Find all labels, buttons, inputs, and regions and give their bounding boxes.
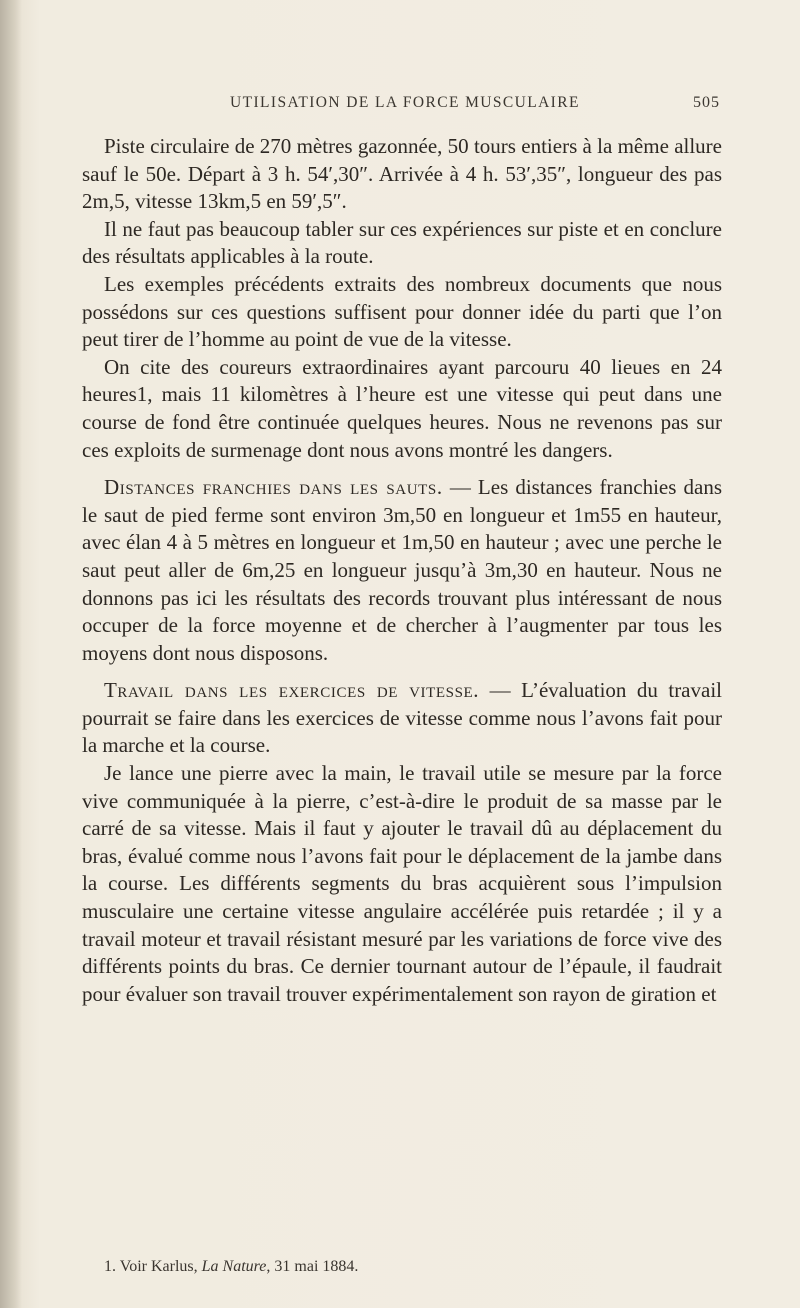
running-title: UTILISATION DE LA FORCE MUSCULAIRE [230,94,580,111]
footnote [104,1258,724,1276]
footnote-text: Voir Karlus, [116,1258,202,1275]
body-text [82,133,722,1008]
paragraph-text: — L’évaluation du travail pourrait se faire dans les exercices de vitesse comme nous l’avons fait pour la marche et la course. [82,678,722,758]
paragraph [82,677,722,760]
paragraph-text: Les exemples précédents extraits des nombreux documents que nous possédons sur ces questions suffisent pour donner idée du parti que l’on peut tirer de l’homme au point de vue de la vitesse. [82,271,722,352]
paragraph-text: Piste circulaire de 270 mètres gazonnée, 50 tours entiers à la même allure sauf le 50e. Départ à 3 h. 54′,30″. Arrivée à 4 h. 53′,35″, longueur des pas 2m,5, vitesse 13km,5 en 59′,5″. [82,134,722,214]
paragraph [82,354,722,464]
paragraph-text: On cite des coureurs extraordinaires ayant parcouru 40 lieues en 24 heures1, mais 11 kilomètres à l’heure est une vitesse qui peut dans une course de fond être continuée quelques heures. Nous ne revenons pas sur ces exploits de surmenage dont nous avons montré les dangers. [82,354,722,462]
footnote-journal: La Nature [201,1258,267,1275]
paragraph [82,133,722,216]
footnote-number: 1. [104,1258,116,1275]
paragraph [82,216,722,271]
section-heading: Travail dans les exercices de vitesse. [104,678,480,703]
paragraph [82,474,722,667]
paragraph-text: Il ne faut pas beaucoup tabler sur ces expériences sur piste et en conclure des résultats applicables à la route. [82,216,722,269]
running-header [230,94,720,118]
page-spine-shadow [0,0,22,1308]
paragraph [82,760,722,1008]
paragraph [82,271,722,354]
footnote-date: , 31 mai 1884. [266,1258,359,1275]
paragraph-text: Je lance une pierre avec la main, le travail utile se mesure par la force vive communiquée à la pierre, c’est-à-dire le produit de sa masse par le carré de sa vitesse. Mais il faut y ajouter le travail dû au déplacement du bras, évalué comme nous l’avons fait pour le déplacement de la jambe dans la course. Les différents segments du bras acquièrent sous l’impulsion musculaire une certaine vitesse angulaire accélérée puis retardée ; il y a travail moteur et travail résistant mesuré par les variations de force vive des différents points du bras. Ce dernier tournant autour de l’épaule, il faudrait pour évaluer son travail trouver expérimentalement son rayon de giration et [82,761,722,1006]
section-heading: Distances franchies dans les sauts. [104,475,443,500]
paragraph-text: — Les distances franchies dans le saut de pied ferme sont environ 3m,50 en longueur et 1m55 en hauteur, avec élan 4 à 5 mètres en longueur et 1m,50 en hauteur ; avec une perche le saut peut aller de 6m,25 en longueur jusqu’à 3m,30 en hauteur. Nous ne donnons pas ici les résultats des records trouvant plus intéressant de nous occuper de la force moyenne et de chercher à l’augmenter par tous les moyens dont nous disposons. [82,475,722,665]
page-number: 505 [693,94,720,111]
